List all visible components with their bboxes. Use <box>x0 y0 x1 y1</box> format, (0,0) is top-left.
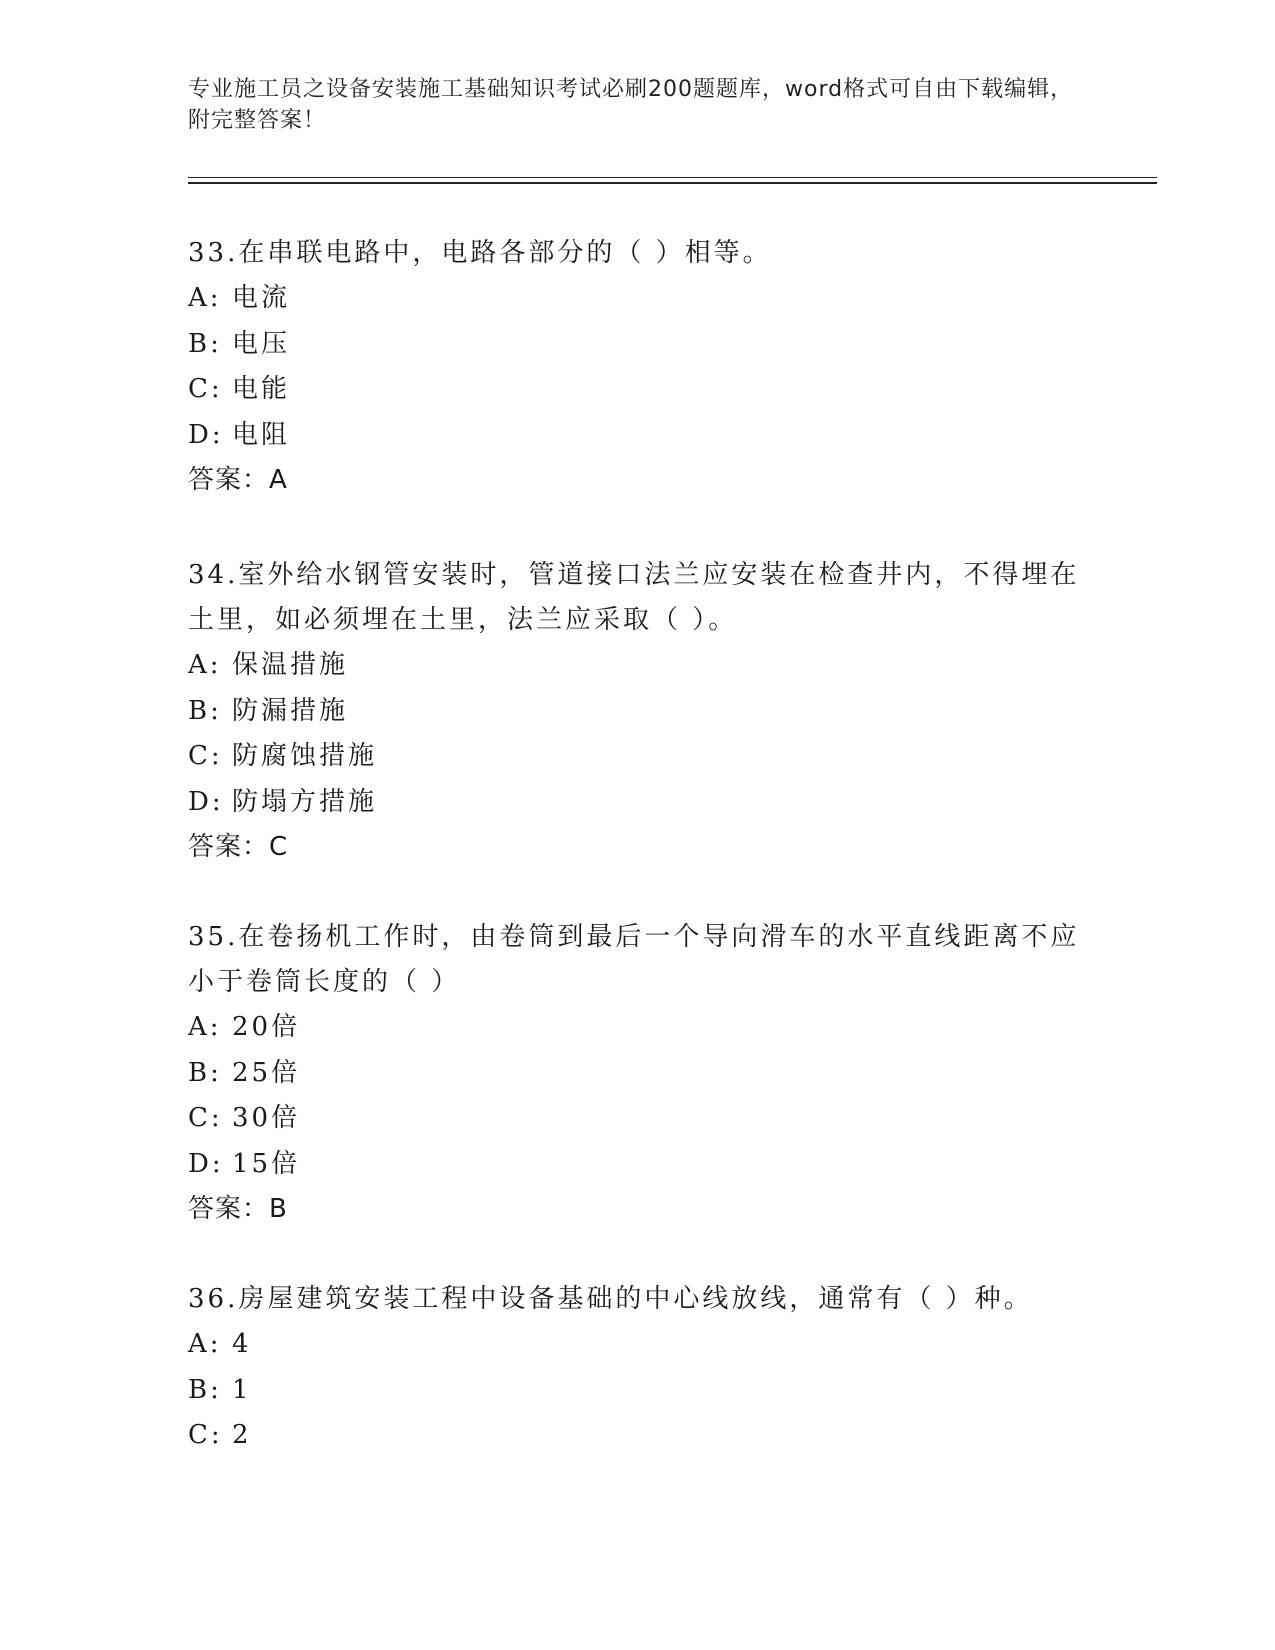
question-text: 36.房屋建筑安装工程中设备基础的中心线放线，通常有（ ）种。 <box>188 1284 1033 1314</box>
option-text: 20倍 <box>232 1012 301 1042</box>
option-a <box>188 643 1088 689</box>
question-33 <box>188 231 1088 503</box>
answer-line: 答案：B <box>188 1194 288 1224</box>
option-b <box>188 1051 1088 1097</box>
question-35 <box>188 915 1088 1232</box>
option-letter: B: <box>188 1374 222 1405</box>
header-divider-top <box>188 177 1157 178</box>
option-c <box>188 1096 1088 1142</box>
option-letter: C: <box>188 741 223 771</box>
option-b <box>188 322 1088 368</box>
answer-line: 答案：A <box>188 465 288 495</box>
option-b <box>188 1368 1088 1414</box>
question-text: 34.室外给水钢管安装时，管道接口法兰应安装在检查井内，不得埋在土里，如必须埋在土里，法兰应采取（ ）。 <box>188 560 1080 635</box>
option-letter: B: <box>188 328 222 359</box>
option-c <box>188 1413 1088 1459</box>
option-text: 2 <box>232 1420 252 1450</box>
option-text: 4 <box>232 1329 252 1359</box>
option-text: 防漏措施 <box>232 695 349 726</box>
option-d <box>188 413 1088 459</box>
option-c <box>188 734 1088 780</box>
option-letter: D: <box>188 419 224 450</box>
option-a <box>188 276 1088 322</box>
option-d <box>188 780 1088 826</box>
option-text: 防腐蚀措施 <box>232 741 378 771</box>
option-letter: C: <box>188 1420 223 1450</box>
option-text: 电流 <box>232 283 291 313</box>
question-36 <box>188 1277 1088 1459</box>
option-letter: A: <box>188 650 222 680</box>
option-text: 1 <box>232 1374 252 1405</box>
option-text: 25倍 <box>232 1057 301 1088</box>
option-b <box>188 689 1088 735</box>
document-header: 专业施工员之设备安装施工基础知识考试必刷200题题库，word格式可自由下载编辑，附完整答案！ <box>188 77 1074 133</box>
option-text: 防塌方措施 <box>232 786 378 817</box>
question-text: 33.在串联电路中，电路各部分的（ ）相等。 <box>188 238 772 268</box>
option-text: 15倍 <box>232 1148 301 1179</box>
question-text: 35.在卷扬机工作时，由卷筒到最后一个导向滑车的水平直线距离不应小于卷筒长度的（ ） <box>188 922 1080 997</box>
option-a <box>188 1005 1088 1051</box>
option-letter: A: <box>188 283 222 313</box>
option-letter: D: <box>188 786 224 817</box>
answer-line: 答案：C <box>188 832 289 862</box>
option-letter: A: <box>188 1012 222 1042</box>
option-c <box>188 367 1088 413</box>
option-a <box>188 1322 1088 1368</box>
option-text: 保温措施 <box>232 650 349 680</box>
option-text: 30倍 <box>232 1103 301 1133</box>
option-letter: C: <box>188 1103 223 1133</box>
option-text: 电阻 <box>232 419 291 450</box>
option-text: 电压 <box>232 328 291 359</box>
option-letter: A: <box>188 1329 222 1359</box>
option-text: 电能 <box>232 374 291 404</box>
option-letter: B: <box>188 1057 222 1088</box>
option-letter: D: <box>188 1148 224 1179</box>
option-letter: C: <box>188 374 223 404</box>
option-letter: B: <box>188 695 222 726</box>
header-divider-bottom <box>188 182 1157 184</box>
option-d <box>188 1142 1088 1188</box>
question-34 <box>188 553 1088 870</box>
